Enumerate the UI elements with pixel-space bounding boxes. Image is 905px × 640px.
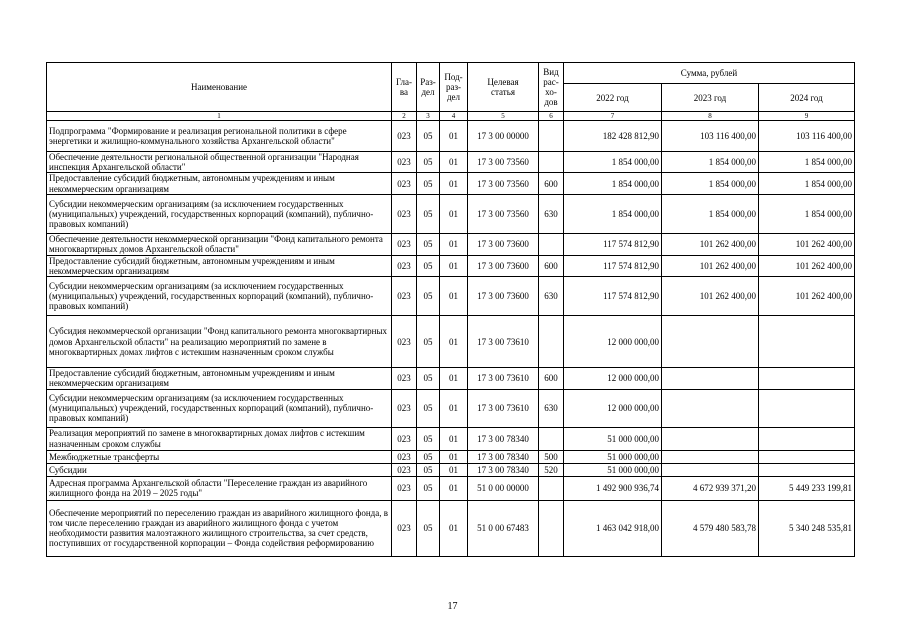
row-2022: 12 000 000,00 [564,316,662,368]
budget-sheet [46,62,855,557]
row-vid [539,316,564,368]
row-2024: 5 340 248 535,81 [759,500,855,556]
row-podrazdel: 01 [440,427,468,450]
row-target: 51 0 00 67483 [468,500,539,556]
row-razdel: 05 [417,233,440,255]
row-vid: 630 [539,194,564,233]
table-row [47,368,855,389]
header-2024: 2024 год [759,84,855,112]
row-podrazdel: 01 [440,463,468,476]
row-name: Обеспечение деятельности региональной общественной организации "Народная инспекция Архангельской области" [47,152,392,173]
row-vid [539,152,564,173]
row-vid: 630 [539,277,564,316]
row-target: 17 3 00 73560 [468,152,539,173]
row-glava: 023 [392,255,417,276]
row-2023 [662,427,759,450]
row-name: Предоставление субсидий бюджетным, автономным учреждениям и иным некоммерческим организациям [47,368,392,389]
row-razdel: 05 [417,389,440,427]
row-name: Обеспечение мероприятий по переселению граждан из аварийного жилищного фонда, в том числе переселению граждан из аварийного жилищного фонда с учетом необходимости развития малоэтажного жилищного строительства, за счет средств, поступивших от государственной корпорации – Фонда содействия реформированию [47,500,392,556]
row-2023 [662,316,759,368]
row-target: 17 3 00 78340 [468,427,539,450]
row-target: 17 3 00 73600 [468,277,539,316]
row-razdel: 05 [417,476,440,500]
row-podrazdel: 01 [440,233,468,255]
row-2023: 1 854 000,00 [662,173,759,194]
row-name: Межбюджетные трансферты [47,450,392,463]
row-razdel: 05 [417,121,440,152]
row-target: 17 3 00 73560 [468,194,539,233]
row-razdel: 05 [417,500,440,556]
row-2022: 117 574 812,90 [564,277,662,316]
row-2023: 1 854 000,00 [662,194,759,233]
page-number: 17 [447,601,458,612]
row-razdel: 05 [417,173,440,194]
row-2022: 1 854 000,00 [564,173,662,194]
row-podrazdel: 01 [440,316,468,368]
row-target: 17 3 00 73560 [468,173,539,194]
column-index-row [47,112,855,121]
row-2024: 101 262 400,00 [759,277,855,316]
header-vid: Вид рас- хо- дов [539,63,564,112]
row-podrazdel: 01 [440,194,468,233]
row-name: Субсидия некоммерческой организации "Фонд капитального ремонта многоквартирных домов Архангельской области" на реализацию мероприятий по замене в многоквартирных домах лифтов с истекшим назначенным сроком службы [47,316,392,368]
row-vid: 600 [539,255,564,276]
row-podrazdel: 01 [440,152,468,173]
header-sum: Сумма, рублей [564,63,855,84]
row-razdel: 05 [417,277,440,316]
row-name: Субсидии некоммерческим организациям (за исключением государственных (муниципальных) учреждений, государственных корпораций (компаний), публично-правовых компаний) [47,194,392,233]
row-razdel: 05 [417,152,440,173]
col-index: 3 [417,112,440,121]
row-glava: 023 [392,427,417,450]
row-name: Предоставление субсидий бюджетным, автономным учреждениям и иным некоммерческим организациям [47,255,392,276]
row-target: 17 3 00 78340 [468,450,539,463]
row-name: Предоставление субсидий бюджетным, автономным учреждениям и иным некоммерческим организациям [47,173,392,194]
row-vid: 630 [539,389,564,427]
row-glava: 023 [392,316,417,368]
row-glava: 023 [392,121,417,152]
row-vid: 520 [539,463,564,476]
table-row [47,476,855,500]
row-podrazdel: 01 [440,450,468,463]
header-2023: 2023 год [662,84,759,112]
row-2022: 12 000 000,00 [564,389,662,427]
table-row [47,427,855,450]
table-row [47,121,855,152]
header-razdel: Раз- дел [417,63,440,112]
row-2023 [662,368,759,389]
row-vid [539,476,564,500]
row-2022: 51 000 000,00 [564,450,662,463]
col-index: 1 [47,112,392,121]
row-podrazdel: 01 [440,121,468,152]
row-target: 17 3 00 73600 [468,255,539,276]
row-razdel: 05 [417,194,440,233]
budget-table [46,62,855,557]
row-2024 [759,463,855,476]
table-row [47,500,855,556]
row-razdel: 05 [417,450,440,463]
header-name: Наименование [47,63,392,112]
row-glava: 023 [392,389,417,427]
row-2023 [662,463,759,476]
table-row [47,450,855,463]
col-index: 9 [759,112,855,121]
row-2024 [759,450,855,463]
row-glava: 023 [392,450,417,463]
row-podrazdel: 01 [440,500,468,556]
row-vid: 500 [539,450,564,463]
row-2022: 51 000 000,00 [564,427,662,450]
row-vid [539,427,564,450]
row-vid [539,500,564,556]
table-row [47,463,855,476]
table-row [47,255,855,276]
row-glava: 023 [392,463,417,476]
row-vid: 600 [539,173,564,194]
header-target: Целевая статья [468,63,539,112]
row-2022: 117 574 812,90 [564,255,662,276]
row-razdel: 05 [417,316,440,368]
row-glava: 023 [392,277,417,316]
row-target: 17 3 00 73600 [468,233,539,255]
row-2022: 1 463 042 918,00 [564,500,662,556]
row-2024: 1 854 000,00 [759,173,855,194]
row-podrazdel: 01 [440,476,468,500]
table-row [47,277,855,316]
row-2022: 1 854 000,00 [564,194,662,233]
row-razdel: 05 [417,255,440,276]
row-target: 17 3 00 00000 [468,121,539,152]
row-glava: 023 [392,500,417,556]
row-vid [539,233,564,255]
row-2024: 1 854 000,00 [759,194,855,233]
row-target: 51 0 00 00000 [468,476,539,500]
row-2022: 1 492 900 936,74 [564,476,662,500]
row-2023: 4 672 939 371,20 [662,476,759,500]
row-2022: 12 000 000,00 [564,368,662,389]
row-glava: 023 [392,233,417,255]
row-name: Субсидии [47,463,392,476]
row-2024 [759,389,855,427]
col-index: 5 [468,112,539,121]
row-name: Субсидии некоммерческим организациям (за исключением государственных (муниципальных) учреждений, государственных корпораций (компаний), публично-правовых компаний) [47,277,392,316]
row-glava: 023 [392,194,417,233]
row-razdel: 05 [417,463,440,476]
col-index: 8 [662,112,759,121]
row-2023 [662,450,759,463]
table-row [47,194,855,233]
row-2024 [759,368,855,389]
header-glava: Гла- ва [392,63,417,112]
row-glava: 023 [392,368,417,389]
row-2022: 117 574 812,90 [564,233,662,255]
row-razdel: 05 [417,368,440,389]
table-row [47,233,855,255]
row-glava: 023 [392,152,417,173]
col-index: 6 [539,112,564,121]
row-vid: 600 [539,368,564,389]
row-2024: 1 854 000,00 [759,152,855,173]
row-2023: 101 262 400,00 [662,233,759,255]
row-vid [539,121,564,152]
row-2022: 1 854 000,00 [564,152,662,173]
row-2023: 4 579 480 583,78 [662,500,759,556]
row-2024 [759,427,855,450]
row-name: Реализация мероприятий по замене в многоквартирных домах лифтов с истекшим назначенным сроком службы [47,427,392,450]
table-row [47,316,855,368]
row-razdel: 05 [417,427,440,450]
row-name: Адресная программа Архангельской области "Переселение граждан из аварийного жилищного фонда на 2019 – 2025 годы" [47,476,392,500]
table-row [47,389,855,427]
row-target: 17 3 00 73610 [468,389,539,427]
row-2024: 101 262 400,00 [759,233,855,255]
row-podrazdel: 01 [440,255,468,276]
row-2024: 103 116 400,00 [759,121,855,152]
row-2023: 1 854 000,00 [662,152,759,173]
row-target: 17 3 00 73610 [468,316,539,368]
col-index: 2 [392,112,417,121]
table-row [47,173,855,194]
header-2022: 2022 год [564,84,662,112]
row-target: 17 3 00 78340 [468,463,539,476]
row-2023: 103 116 400,00 [662,121,759,152]
table-row [47,152,855,173]
row-podrazdel: 01 [440,277,468,316]
row-name: Подпрограмма "Формирование и реализация региональной политики в сфере энергетики и жилищно-коммунального хозяйства Архангельской области" [47,121,392,152]
row-2024: 5 449 233 199,81 [759,476,855,500]
row-2024: 101 262 400,00 [759,255,855,276]
row-2024 [759,316,855,368]
row-2023: 101 262 400,00 [662,255,759,276]
row-podrazdel: 01 [440,173,468,194]
row-name: Обеспечение деятельности некоммерческой организации "Фонд капитального ремонта многоквартирных домов Архангельской области" [47,233,392,255]
header-podrazdel: Под- раз- дел [440,63,468,112]
row-name: Субсидии некоммерческим организациям (за исключением государственных (муниципальных) учреждений, государственных корпораций (компаний), публично-правовых компаний) [47,389,392,427]
col-index: 7 [564,112,662,121]
row-2022: 182 428 812,90 [564,121,662,152]
row-2023 [662,389,759,427]
row-2022: 51 000 000,00 [564,463,662,476]
row-podrazdel: 01 [440,368,468,389]
col-index: 4 [440,112,468,121]
row-glava: 023 [392,476,417,500]
row-podrazdel: 01 [440,389,468,427]
row-glava: 023 [392,173,417,194]
row-2023: 101 262 400,00 [662,277,759,316]
row-target: 17 3 00 73610 [468,368,539,389]
